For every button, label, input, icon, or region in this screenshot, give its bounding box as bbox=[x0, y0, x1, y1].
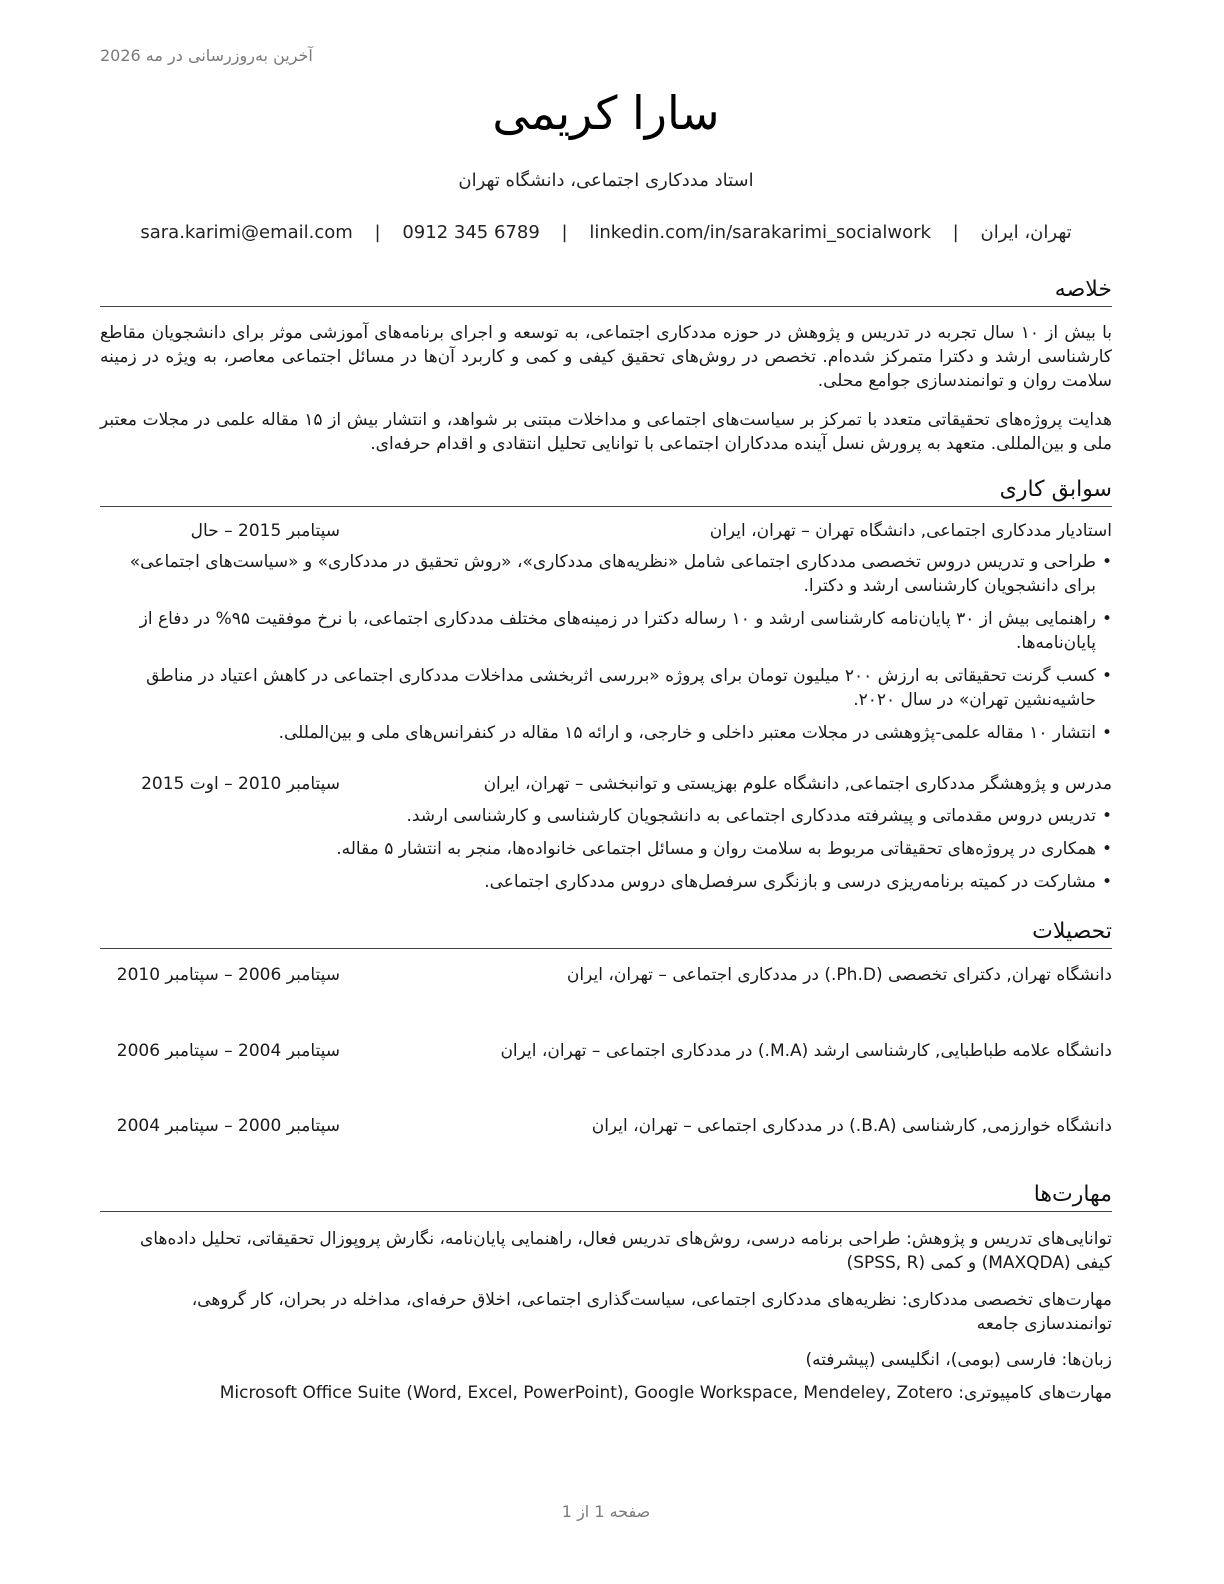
list-item: • مشارکت در کمیته برنامه‌ریزی درسی و بازنگری سرفصل‌های دروس مددکاری اجتماعی. bbox=[100, 870, 1112, 894]
page-number: صفحه 1 از 1 bbox=[561, 1502, 651, 1521]
degree-text: دانشگاه علامه طباطبایی, کارشناسی ارشد (M.A.) در مددکاری اجتماعی – تهران، ایران bbox=[500, 1041, 1112, 1061]
job-header bbox=[100, 772, 1112, 796]
list-item: • انتشار ۱۰ مقاله علمی-پژوهشی در مجلات معتبر داخلی و خارجی، و ارائه ۱۵ مقاله در کنفرانس‌های ملی و بین‌المللی. bbox=[100, 721, 1112, 745]
degree-dates: سپتامبر 2004 – سپتامبر 2006 bbox=[116, 1041, 340, 1061]
separator: | bbox=[374, 222, 381, 243]
summary-paragraph: هدایت پروژه‌های تحقیقاتی متعدد با تمرکز بر سیاست‌های اجتماعی و مداخلات مبتنی بر شواهد، و انتشار بیش از ۱۵ مقاله علمی در مجلات معتبر ملی و بین‌المللی. متعهد به پرورش نسل آینده مددکاران اجتماعی با توانایی تحلیل انتقادی و اقدام حرفه‌ای. bbox=[100, 410, 1112, 454]
job-bullets bbox=[100, 804, 1112, 903]
email-link[interactable]: sara.karimi@email.com bbox=[140, 222, 353, 243]
location-text: تهران، ایران bbox=[980, 222, 1072, 243]
list-item: • راهنمایی بیش از ۳۰ پایان‌نامه کارشناسی ارشد و ۱۰ رساله دکترا در زمینه‌های مختلف مددکاری اجتماعی، با نرخ موفقیت ۹۵% در دفاع از پایان‌نامه‌ها. bbox=[100, 607, 1112, 655]
education-heading: تحصیلات bbox=[100, 918, 1112, 949]
skills-heading: مهارت‌ها bbox=[100, 1181, 1112, 1212]
job-dates: سپتامبر 2010 – اوت 2015 bbox=[141, 774, 340, 794]
degree-dates: سپتامبر 2006 – سپتامبر 2010 bbox=[116, 965, 340, 985]
linkedin-link[interactable]: linkedin.com/in/sarakarimi_socialwork bbox=[589, 222, 931, 243]
education-item bbox=[100, 1038, 1112, 1064]
education-item bbox=[100, 1113, 1112, 1139]
skill-line: مهارت‌های کامپیوتری: Microsoft Office Suite (Word, Excel, PowerPoint), Google Workspace, Mendeley, Zotero bbox=[219, 1383, 1112, 1403]
list-item: • طراحی و تدریس دروس تخصصی مددکاری اجتماعی شامل «نظریه‌های مددکاری»، «روش تحقیق در مددکاری» و «سیاست‌های اجتماعی» برای دانشجویان کارشناسی ارشد و دکترا. bbox=[100, 550, 1112, 598]
contact-line bbox=[100, 222, 1112, 243]
person-name: سارا کریمی bbox=[492, 86, 720, 140]
separator: | bbox=[952, 222, 959, 243]
summary-heading: خلاصه bbox=[100, 276, 1112, 307]
resume-page bbox=[100, 0, 1112, 1584]
job-bullets bbox=[100, 550, 1112, 754]
degree-text: دانشگاه تهران, دکترای تخصصی (Ph.D.) در مددکاری اجتماعی – تهران، ایران bbox=[566, 965, 1112, 985]
job-dates: سپتامبر 2015 – حال bbox=[190, 521, 340, 541]
job-title-org: مدرس و پژوهشگر مددکاری اجتماعی, دانشگاه علوم بهزیستی و توانبخشی – تهران، ایران bbox=[483, 774, 1112, 794]
job-title: استاد مددکاری اجتماعی، دانشگاه تهران bbox=[458, 170, 754, 191]
phone-text: 0912 345 6789 bbox=[402, 222, 540, 243]
job-title-org: استادیار مددکاری اجتماعی, دانشگاه تهران – تهران، ایران bbox=[709, 521, 1112, 541]
degree-dates: سپتامبر 2000 – سپتامبر 2004 bbox=[116, 1116, 340, 1136]
degree-text: دانشگاه خوارزمی, کارشناسی (B.A.) در مددکاری اجتماعی – تهران، ایران bbox=[591, 1116, 1112, 1136]
summary-paragraph: با بیش از ۱۰ سال تجربه در تدریس و پژوهش در حوزه مددکاری اجتماعی، به توسعه و اجرای برنامه‌های آموزشی موثر برای دانشجویان مقاطع کارشناسی ارشد و دکترا متمرکز شده‌ام. تخصص در روش‌های تحقیق کیفی و کمی و کاربرد آن‌ها در مسائل اجتماعی معاصر، به ویژه در زمینه سلامت روان و توانمندسازی جوامع محلی. bbox=[100, 323, 1113, 391]
job-header bbox=[100, 519, 1112, 543]
skill-line: زبان‌ها: فارسی (بومی)، انگلیسی (پیشرفته) bbox=[805, 1350, 1112, 1370]
experience-heading: سوابق کاری bbox=[100, 476, 1112, 507]
separator: | bbox=[561, 222, 568, 243]
skill-line: مهارت‌های تخصصی مددکاری: نظریه‌های مددکاری اجتماعی، سیاست‌گذاری اجتماعی، اخلاق حرفه‌ای، مداخله در بحران، کار گروهی، توانمندسازی جامعه bbox=[191, 1290, 1112, 1334]
education-item bbox=[100, 962, 1112, 988]
last-updated: آخرین به‌روزرسانی در مه 2026 bbox=[100, 46, 313, 65]
list-item: • همکاری در پروژه‌های تحقیقاتی مربوط به سلامت روان و مسائل اجتماعی خانواده‌ها، منجر به انتشار ۵ مقاله. bbox=[100, 837, 1112, 861]
list-item: • کسب گرنت تحقیقاتی به ارزش ۲۰۰ میلیون تومان برای پروژه «بررسی اثربخشی مداخلات مددکاری اجتماعی در کاهش اعتیاد در مناطق حاشیه‌نشین تهران» در سال ۲۰۲۰. bbox=[100, 664, 1112, 712]
skill-line: توانایی‌های تدریس و پژوهش: طراحی برنامه درسی، روش‌های تدریس فعال، راهنمایی پایان‌نامه، نگارش پروپوزال تحقیقاتی، تحلیل داده‌های کیفی (MAXQDA) و کمی (SPSS, R) bbox=[140, 1229, 1112, 1273]
list-item: • تدریس دروس مقدماتی و پیشرفته مددکاری اجتماعی به دانشجویان کارشناسی و کارشناسی ارشد. bbox=[100, 804, 1112, 828]
